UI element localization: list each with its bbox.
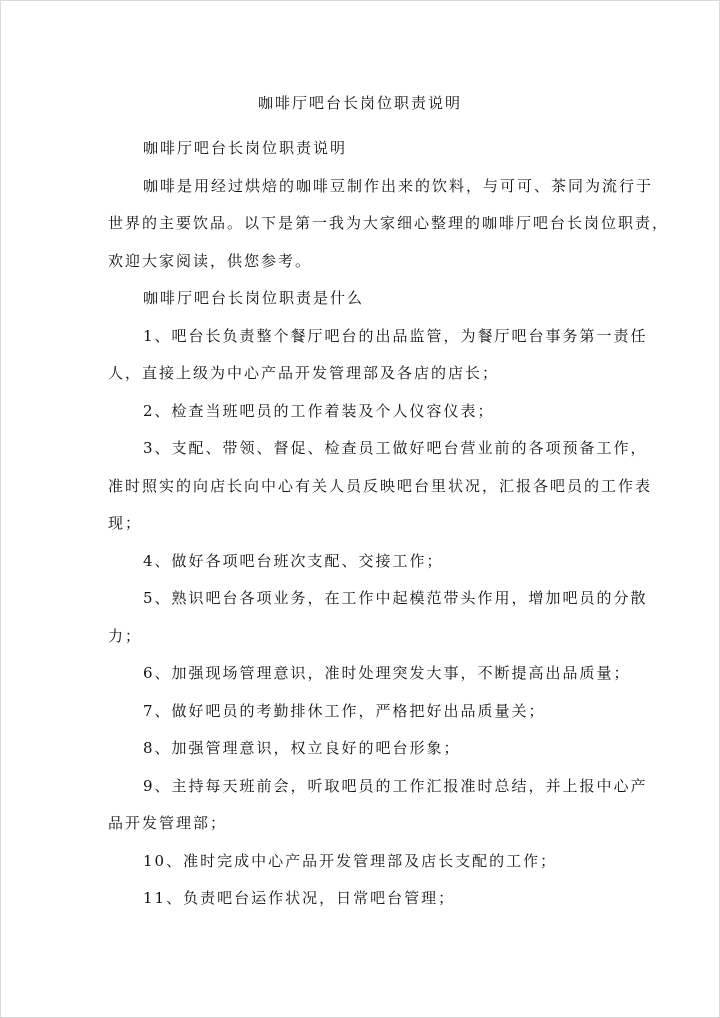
paragraph-line: 10、准时完成中心产品开发管理部及店长支配的工作； [143, 851, 558, 870]
paragraph-line: 力； [108, 626, 143, 645]
paragraph-line: 品开发管理部； [108, 814, 228, 832]
paragraph [108, 393, 612, 431]
paragraph-line: 9、主持每天班前会，听取吧员的工作汇报准时总结，并上报中心产 [143, 776, 648, 795]
paragraph [108, 693, 612, 731]
paragraph-line: 欢迎大家阅读，供您参考。 [108, 251, 313, 270]
paragraph-line: 11、负责吧台运作状况，日常吧台管理； [143, 889, 456, 907]
paragraph [108, 880, 612, 918]
paragraph [108, 430, 653, 543]
paragraph-line: 6、加强现场管理意识，准时处理突发大事，不断提高出品质量； [143, 664, 631, 682]
paragraph [108, 655, 631, 693]
paragraph [108, 768, 648, 843]
paragraph-line: 1、吧台长负责整个餐厅吧台的出品监管，为餐厅吧台事务第一责任 [143, 326, 648, 345]
paragraph [108, 168, 670, 281]
paragraph-line: 5、熟识吧台各项业务，在工作中起模范带头作用，增加吧员的分散 [143, 589, 648, 607]
paragraph [108, 730, 612, 768]
paragraph-line: 世界的主要饮品。以下是第一我为大家细心整理的咖啡厅吧台长岗位职责， [108, 214, 670, 232]
paragraph-line: 7、做好吧员的考勤排休工作，严格把好出品质量关； [143, 701, 546, 720]
document-body [108, 130, 670, 918]
paragraph [108, 843, 612, 881]
paragraph-line: 4、做好各项吧台班次支配、交接工作； [143, 551, 444, 570]
paragraph [108, 130, 612, 168]
paragraph-line: 人，直接上级为中心产品开发管理部及各店的店长； [108, 364, 500, 382]
paragraph-line: 咖啡是用经过烘焙的咖啡豆制作出来的饮料，与可可、茶同为流行于 [143, 176, 654, 195]
paragraph-line: 8、加强管理意识，权立良好的吧台形象； [143, 739, 461, 757]
paragraph [108, 280, 612, 318]
paragraph-line: 2、检查当班吧员的工作着装及个人仪容仪表； [143, 401, 495, 420]
paragraph [108, 318, 648, 393]
paragraph [108, 580, 648, 655]
paragraph-line: 3、支配、带领、督促、检查员工做好吧台营业前的各项预备工作， [143, 439, 648, 457]
document-title: 咖啡厅吧台长岗位职责说明 [257, 94, 462, 112]
paragraph-line: 现； [108, 514, 143, 532]
paragraph-line: 准时照实的向店长向中心有关人员反映吧台里状况，汇报各吧员的工作表 [108, 476, 653, 495]
paragraph-line: 咖啡厅吧台长岗位职责说明 [143, 139, 348, 157]
paragraph [108, 543, 612, 581]
paragraph-line: 咖啡厅吧台长岗位职责是什么 [143, 289, 365, 307]
